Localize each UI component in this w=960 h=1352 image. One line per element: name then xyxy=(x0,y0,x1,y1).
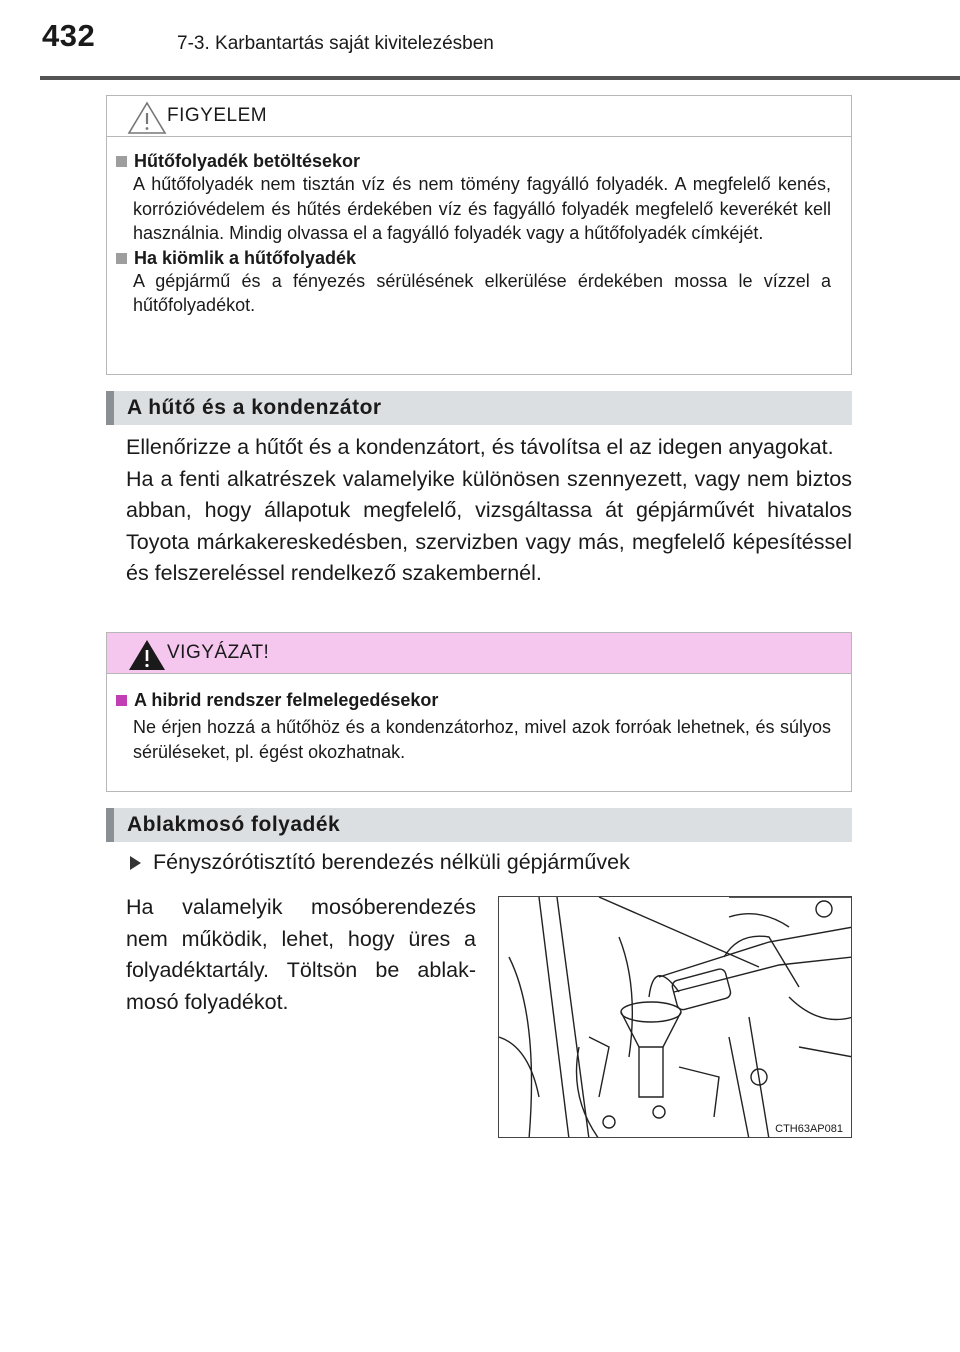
square-bullet-icon xyxy=(116,695,127,706)
square-bullet-icon xyxy=(116,253,127,264)
subheading-bullet xyxy=(130,850,630,875)
paragraph-line: Ha a fenti alkatrészek valamelyike különösen szennyezett, vagy nem biztos abban, hogy állapotuk megfelelő, vizsgáltassa át gépjárművét hivatalos Toyota márkakereskedésben, szervizben vagy más, megfelelő képesítéssel és felszereléssel rendelkező szakembernél. xyxy=(126,466,852,585)
caution-item-title: Ha kiömlik a hűtőfolyadék xyxy=(134,247,357,268)
section-bar-radiator xyxy=(106,391,852,425)
paragraph-line: Ellenőrizze a hűtőt és a kondenzátort, és távolítsa el az idegen anyagokat. xyxy=(126,435,834,459)
section-heading: Ablakmosó folyadék xyxy=(127,813,341,836)
caution-heading: FIGYELEM xyxy=(167,105,268,126)
page-header xyxy=(40,14,940,72)
washer-fill-illustration xyxy=(498,896,852,1138)
triangle-bullet-icon xyxy=(130,856,141,870)
warning-box xyxy=(106,632,852,792)
section-title: 7-3. Karbantartás saját kivitelezésben xyxy=(177,33,494,54)
section-bar-accent xyxy=(106,808,114,842)
section-bar-washer xyxy=(106,808,852,842)
caution-box xyxy=(106,95,852,375)
caution-item xyxy=(116,248,831,318)
warning-outline-icon xyxy=(127,101,167,135)
washer-paragraph: Ha valamelyik mosóberendezés nem működik, lehet, hogy üres a folyadéktartály. Töltsön be ablakmosó folyadékot. xyxy=(126,895,476,1014)
section-bar-accent xyxy=(106,391,114,425)
section-heading: A hűtő és a kondenzátor xyxy=(127,396,382,419)
warning-heading: VIGYÁZAT! xyxy=(167,642,270,663)
radiator-paragraph xyxy=(126,432,852,590)
caution-item-text: A hűtőfolyadék nem tisztán víz és nem tömény fagyálló folyadék. A megfelelő kenés, korrózióvédelem és hűtés érdekében víz és fagyálló folyadék megfelelő keverékét kell használnia. Mindig olvassa el a fagyálló folyadék vagy a hűtőfolyadék címkéjét. xyxy=(133,174,831,243)
warning-filled-icon xyxy=(127,638,167,672)
washer-fill-drawing-icon xyxy=(499,897,852,1138)
figure-code: CTH63AP081 xyxy=(775,1123,843,1135)
warning-item xyxy=(116,690,831,764)
subheading-text: Fényszórótisztító berendezés nélküli gépjárművek xyxy=(153,850,630,874)
caution-item-text: A gépjármű és a fényezés sérülésének elkerülése érdekében mossa le vízzel a hűtőfolyadékot. xyxy=(133,270,831,315)
caution-item-title: Hűtőfolyadék betöltésekor xyxy=(134,151,361,171)
warning-item-title: A hibrid rendszer felmelegedésekor xyxy=(134,690,439,710)
warning-box-header xyxy=(107,633,851,674)
warning-item-text: Ne érjen hozzá a hűtőhöz és a kondenzátorhoz, mivel azok forróak lehetnek, és súlyos sérüléseket, pl. égést okozhatnak. xyxy=(133,717,831,762)
caution-item xyxy=(116,151,831,246)
header-divider xyxy=(40,76,960,80)
square-bullet-icon xyxy=(116,156,127,167)
page-number: 432 xyxy=(42,18,96,53)
caution-box-header xyxy=(107,96,851,137)
